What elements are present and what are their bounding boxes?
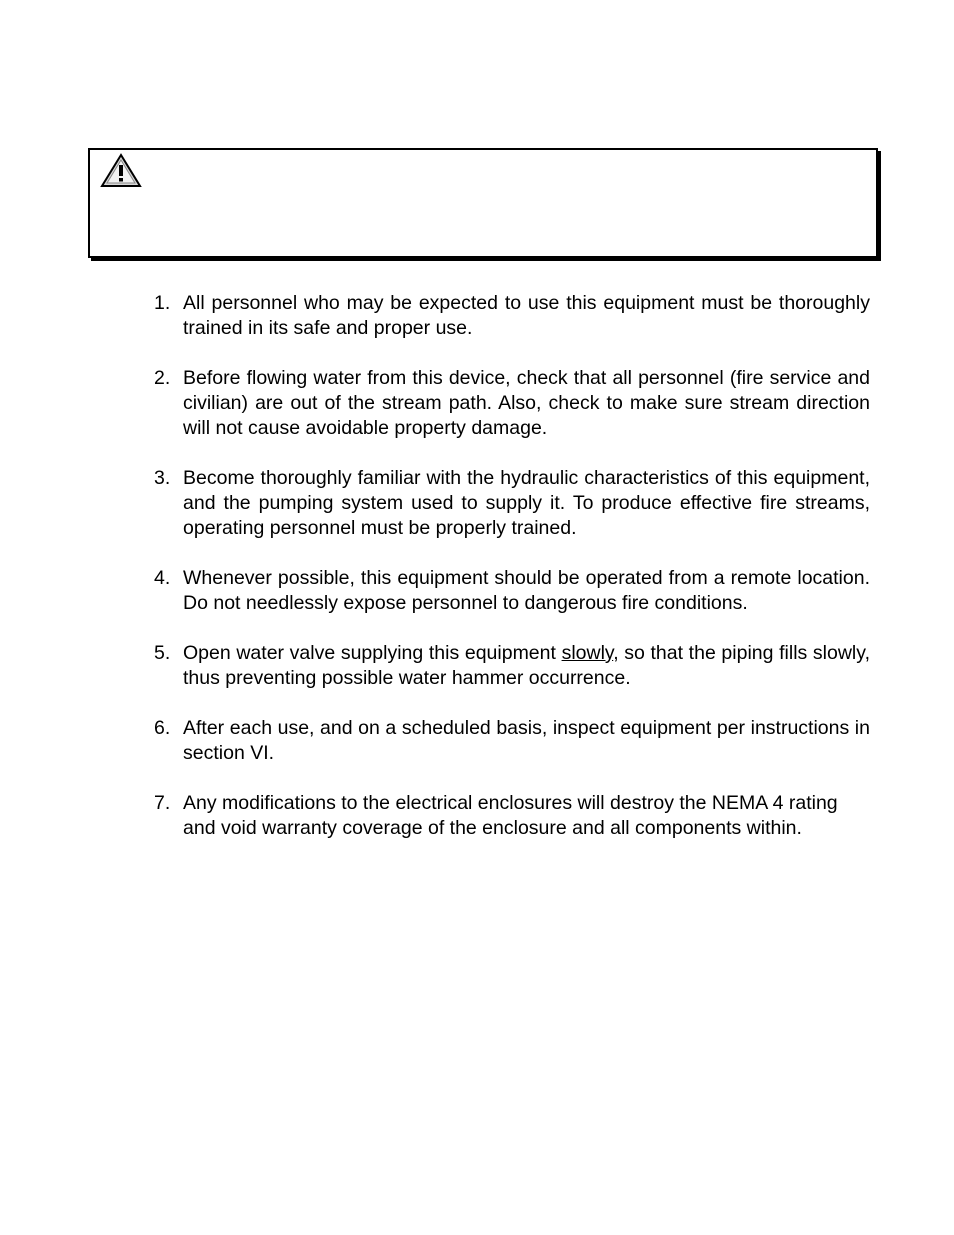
list-item bbox=[150, 641, 870, 691]
item-number: 7. bbox=[154, 792, 171, 814]
list-item bbox=[150, 716, 870, 766]
list-item bbox=[150, 366, 870, 441]
item-text-before: Open water valve supplying this equipment bbox=[183, 642, 562, 664]
item-number: 5. bbox=[154, 642, 171, 664]
item-text: Any modifications to the electrical enclosures will destroy the NEMA 4 rating and void warranty coverage of the enclosure and all components within. bbox=[183, 792, 838, 839]
item-text: After each use, and on a scheduled basis, inspect equipment per instructions in section VI. bbox=[183, 717, 870, 764]
item-text: Become thoroughly familiar with the hydraulic characteristics of this equipment, and the pumping system used to supply it. To produce effective fire streams, operating personnel must be properly trained. bbox=[183, 467, 870, 539]
safety-instructions-list bbox=[150, 291, 870, 866]
item-text: Before flowing water from this device, check that all personnel (fire service and civilian) are out of the stream path. Also, check to make sure stream direction will not cause avoidable property damage. bbox=[183, 367, 870, 439]
list-item bbox=[150, 291, 870, 341]
item-number: 4. bbox=[154, 567, 171, 589]
item-number: 6. bbox=[154, 717, 171, 739]
warning-triangle-icon bbox=[100, 153, 142, 189]
warning-box bbox=[88, 148, 878, 258]
item-number: 3. bbox=[154, 467, 171, 489]
item-text: All personnel who may be expected to use this equipment must be thoroughly trained in its safe and proper use. bbox=[183, 292, 870, 339]
item-text-underlined: slowly bbox=[561, 642, 614, 664]
item-number: 1. bbox=[154, 292, 171, 314]
item-text-after: , so that the piping fills slowly, thus preventing possible water hammer occurrence. bbox=[183, 642, 870, 689]
item-number: 2. bbox=[154, 367, 171, 389]
item-text bbox=[183, 641, 870, 691]
item-text: Whenever possible, this equipment should be operated from a remote location. Do not needlessly expose personnel to dangerous fire conditions. bbox=[183, 567, 870, 614]
list-item bbox=[150, 466, 870, 541]
list-item bbox=[150, 566, 870, 616]
list-item bbox=[150, 791, 870, 841]
